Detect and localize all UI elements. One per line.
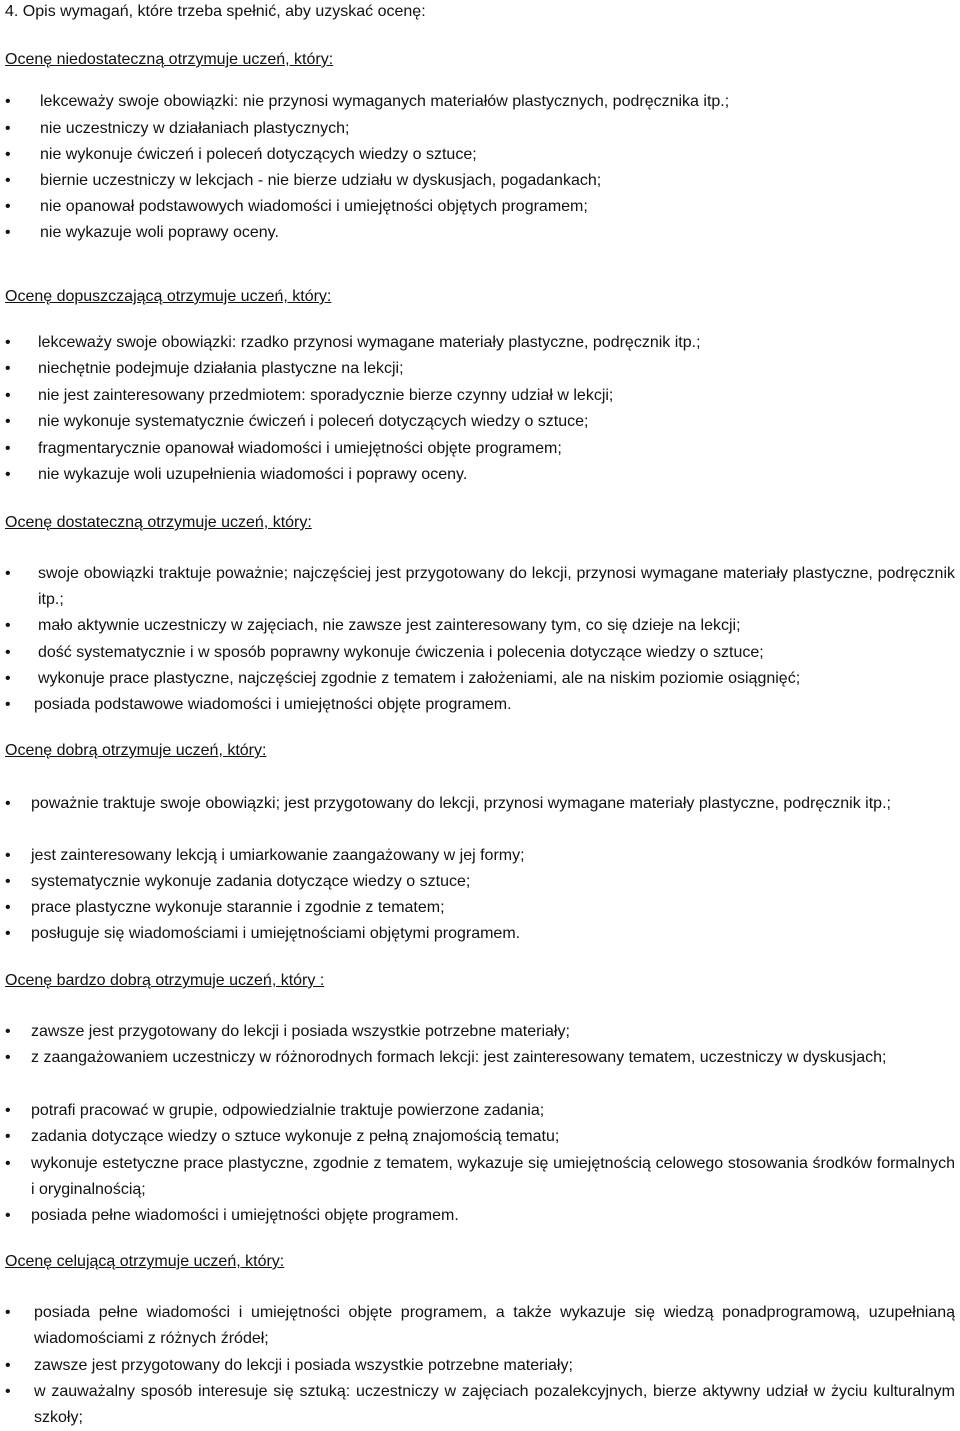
section-heading-bardzo-dobra: Ocenę bardzo dobrą otrzymuje uczeń, który :: [5, 972, 325, 989]
bullet-icon: •: [5, 387, 11, 404]
bullet-icon: •: [5, 93, 11, 110]
list-item: nie wykazuje woli poprawy oceny.: [40, 224, 279, 241]
bullet-icon: •: [5, 670, 11, 687]
list-item: fragmentarycznie opanował wiadomości i umiejętności objęte programem;: [38, 440, 562, 457]
list-item: nie uczestniczy w działaniach plastycznych;: [40, 120, 350, 137]
section-heading-dopuszczajaca: Ocenę dopuszczającą otrzymuje uczeń, który:: [5, 288, 332, 305]
bullet-icon: •: [5, 847, 11, 864]
list-item: posiada podstawowe wiadomości i umiejętności objęte programem.: [34, 696, 512, 713]
list-item: posługuje się wiadomościami i umiejętnościami objętymi programem.: [31, 925, 521, 942]
list-item: zawsze jest przygotowany do lekcji i posiada wszystkie potrzebne materiały;: [31, 1023, 570, 1040]
list-item: poważnie traktuje swoje obowiązki; jest przygotowany do lekcji, przynosi wymagane materiały plastyczne, podręcznik itp.;: [31, 795, 891, 812]
list-item: nie jest zainteresowany przedmiotem: sporadycznie bierze czynny udział w lekcji;: [38, 387, 614, 404]
list-item: prace plastyczne wykonuje starannie i zgodnie z tematem;: [31, 899, 445, 916]
bullet-icon: •: [5, 360, 11, 377]
bullet-icon: •: [5, 120, 11, 137]
bullet-icon: •: [5, 644, 11, 661]
list-item: z zaangażowaniem uczestniczy w różnorodnych formach lekcji: jest zainteresowany tematem, uczestniczy w dyskusjach;: [31, 1049, 887, 1066]
bullet-icon: •: [5, 440, 11, 457]
bullet-icon: •: [5, 925, 11, 942]
bullet-icon: •: [5, 334, 11, 351]
bullet-icon: •: [5, 899, 11, 916]
list-item: nie wykazuje woli uzupełnienia wiadomości i poprawy oceny.: [38, 466, 468, 483]
list-item: jest zainteresowany lekcją i umiarkowanie zaangażowany w jej formy;: [31, 847, 525, 864]
list-item: zadania dotyczące wiedzy o sztuce wykonuje z pełną znajomością tematu;: [31, 1128, 560, 1145]
list-item: nie opanował podstawowych wiadomości i umiejętności objętych programem;: [40, 198, 588, 215]
bullet-icon: •: [5, 565, 11, 582]
document-title: 4. Opis wymagań, które trzeba spełnić, aby uzyskać ocenę:: [5, 3, 426, 20]
list-item: w zauważalny sposób interesuje się sztuką: uczestniczy w zajęciach pozalekcyjnych, bierze aktywny udział w życiu kulturalnym szkoły;: [34, 1383, 955, 1426]
list-item: wykonuje prace plastyczne, najczęściej zgodnie z tematem i założeniami, ale na niskim poziomie osiągnięć;: [38, 670, 801, 687]
list-item: nie wykonuje systematycznie ćwiczeń i poleceń dotyczących wiedzy o sztuce;: [38, 413, 589, 430]
bullet-icon: •: [5, 1304, 11, 1321]
list-item: biernie uczestniczy w lekcjach - nie bierze udziału w dyskusjach, pogadankach;: [40, 172, 602, 189]
bullet-icon: •: [5, 1207, 11, 1224]
section-heading-celujaca: Ocenę celującą otrzymuje uczeń, który:: [5, 1253, 285, 1270]
list-item: niechętnie podejmuje działania plastyczne na lekcji;: [38, 360, 404, 377]
list-item: dość systematycznie i w sposób poprawny wykonuje ćwiczenia i polecenia dotyczące wiedzy o sztuce;: [38, 644, 764, 661]
list-item: systematycznie wykonuje zadania dotyczące wiedzy o sztuce;: [31, 873, 471, 890]
list-item: wykonuje estetyczne prace plastyczne, zgodnie z tematem, wykazuje się umiejętnością celowego stosowania środków formalnych i oryginalnością;: [31, 1155, 955, 1198]
bullet-icon: •: [5, 198, 11, 215]
bullet-icon: •: [5, 1357, 11, 1374]
section-heading-niedostateczna: Ocenę niedostateczną otrzymuje uczeń, który:: [5, 51, 334, 68]
bullet-icon: •: [5, 795, 11, 812]
bullet-icon: •: [5, 1383, 11, 1400]
list-item: posiada pełne wiadomości i umiejętności objęte programem.: [31, 1207, 459, 1224]
list-item: lekceważy swoje obowiązki: nie przynosi wymaganych materiałów plastycznych, podręcznika itp.;: [40, 93, 730, 110]
list-item: potrafi pracować w grupie, odpowiedzialnie traktuje powierzone zadania;: [31, 1102, 545, 1119]
bullet-icon: •: [5, 1155, 11, 1172]
list-item: mało aktywnie uczestniczy w zajęciach, nie zawsze jest zainteresowany tym, co się dzieje na lekcji;: [38, 617, 741, 634]
bullet-icon: •: [5, 1128, 11, 1145]
list-item: zawsze jest przygotowany do lekcji i posiada wszystkie potrzebne materiały;: [34, 1357, 573, 1374]
bullet-icon: •: [5, 224, 11, 241]
list-item: swoje obowiązki traktuje poważnie; najczęściej jest przygotowany do lekcji, przynosi wymagane materiały plastyczne, podręcznik itp.;: [38, 565, 955, 608]
bullet-icon: •: [5, 466, 11, 483]
list-item: posiada pełne wiadomości i umiejętności objęte programem, a także wykazuje się wiedzą ponadprogramową, uzupełnianą wiadomościami z różnych źródeł;: [34, 1304, 955, 1347]
bullet-icon: •: [5, 413, 11, 430]
bullet-icon: •: [5, 696, 11, 713]
bullet-icon: •: [5, 1023, 11, 1040]
list-item: lekceważy swoje obowiązki: rzadko przynosi wymagane materiały plastyczne, podręcznik itp.;: [38, 334, 701, 351]
bullet-icon: •: [5, 172, 11, 189]
bullet-icon: •: [5, 1102, 11, 1119]
bullet-icon: •: [5, 617, 11, 634]
section-heading-dostateczna: Ocenę dostateczną otrzymuje uczeń, który:: [5, 514, 312, 531]
section-heading-dobra: Ocenę dobrą otrzymuje uczeń, który:: [5, 742, 267, 759]
bullet-icon: •: [5, 1049, 11, 1066]
bullet-icon: •: [5, 146, 11, 163]
bullet-icon: •: [5, 873, 11, 890]
list-item: nie wykonuje ćwiczeń i poleceń dotyczących wiedzy o sztuce;: [40, 146, 477, 163]
